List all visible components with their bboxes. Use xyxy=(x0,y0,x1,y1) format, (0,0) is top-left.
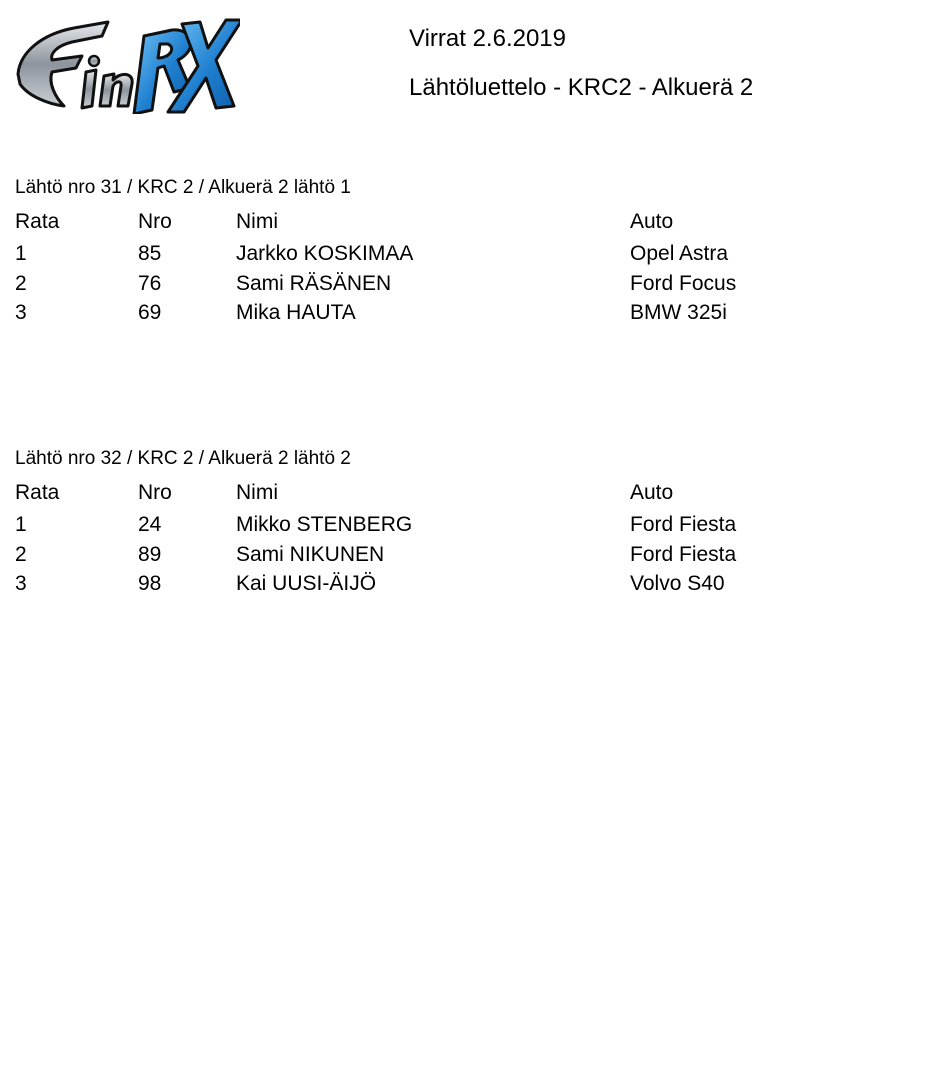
heat-section xyxy=(15,177,915,328)
cell-nro: 69 xyxy=(138,301,162,324)
cell-nro: 98 xyxy=(138,572,162,595)
cell-rata: 2 xyxy=(15,271,27,295)
cell-nimi: Kai UUSI-ÄIJÖ xyxy=(236,572,377,595)
column-header-rata: Rata xyxy=(15,210,60,233)
cell-rata: 3 xyxy=(15,572,27,595)
table-row xyxy=(15,510,915,540)
column-header-auto: Auto xyxy=(630,481,674,504)
page-title: Lähtöluettelo - KRC2 - Alkuerä 2 xyxy=(409,74,754,101)
event-date-location: Virrat 2.6.2019 xyxy=(409,25,566,52)
table-header-row xyxy=(15,478,915,508)
cell-auto: Ford Fiesta xyxy=(630,513,737,536)
cell-rata: 3 xyxy=(15,301,27,324)
cell-auto: Ford Fiesta xyxy=(630,542,737,566)
column-header-nro: Nro xyxy=(138,210,172,233)
column-header-rata: Rata xyxy=(15,481,60,504)
table-row xyxy=(15,540,915,570)
table-row xyxy=(15,269,915,299)
cell-nro: 85 xyxy=(138,242,162,265)
heat-section xyxy=(15,448,915,599)
cell-rata: 2 xyxy=(15,542,27,566)
table-row xyxy=(15,298,915,328)
heat-title: Lähtö nro 31 / KRC 2 / Alkuerä 2 lähtö 1 xyxy=(15,177,351,198)
cell-nro: 24 xyxy=(138,513,162,536)
table-row xyxy=(15,569,915,599)
cell-nro: 89 xyxy=(138,542,162,566)
column-header-auto: Auto xyxy=(630,210,674,233)
finrx-logo xyxy=(12,14,240,114)
cell-nimi: Mika HAUTA xyxy=(236,301,356,324)
cell-auto: Opel Astra xyxy=(630,242,729,265)
heat-title: Lähtö nro 32 / KRC 2 / Alkuerä 2 lähtö 2 xyxy=(15,448,351,469)
cell-rata: 1 xyxy=(15,513,27,536)
finrx-logo-graphic xyxy=(12,14,240,114)
column-header-nro: Nro xyxy=(138,481,172,504)
cell-nimi: Sami NIKUNEN xyxy=(236,542,385,566)
table-row xyxy=(15,239,915,269)
table-header-row xyxy=(15,207,915,237)
cell-nimi: Sami RÄSÄNEN xyxy=(236,271,392,295)
column-header-nimi: Nimi xyxy=(236,210,278,233)
cell-nimi: Mikko STENBERG xyxy=(236,513,413,536)
cell-nimi: Jarkko KOSKIMAA xyxy=(236,242,414,265)
cell-auto: Volvo S40 xyxy=(630,572,725,595)
cell-nro: 76 xyxy=(138,271,162,295)
cell-auto: Ford Focus xyxy=(630,271,737,295)
cell-rata: 1 xyxy=(15,242,27,265)
cell-auto: BMW 325i xyxy=(630,301,727,324)
column-header-nimi: Nimi xyxy=(236,481,278,504)
